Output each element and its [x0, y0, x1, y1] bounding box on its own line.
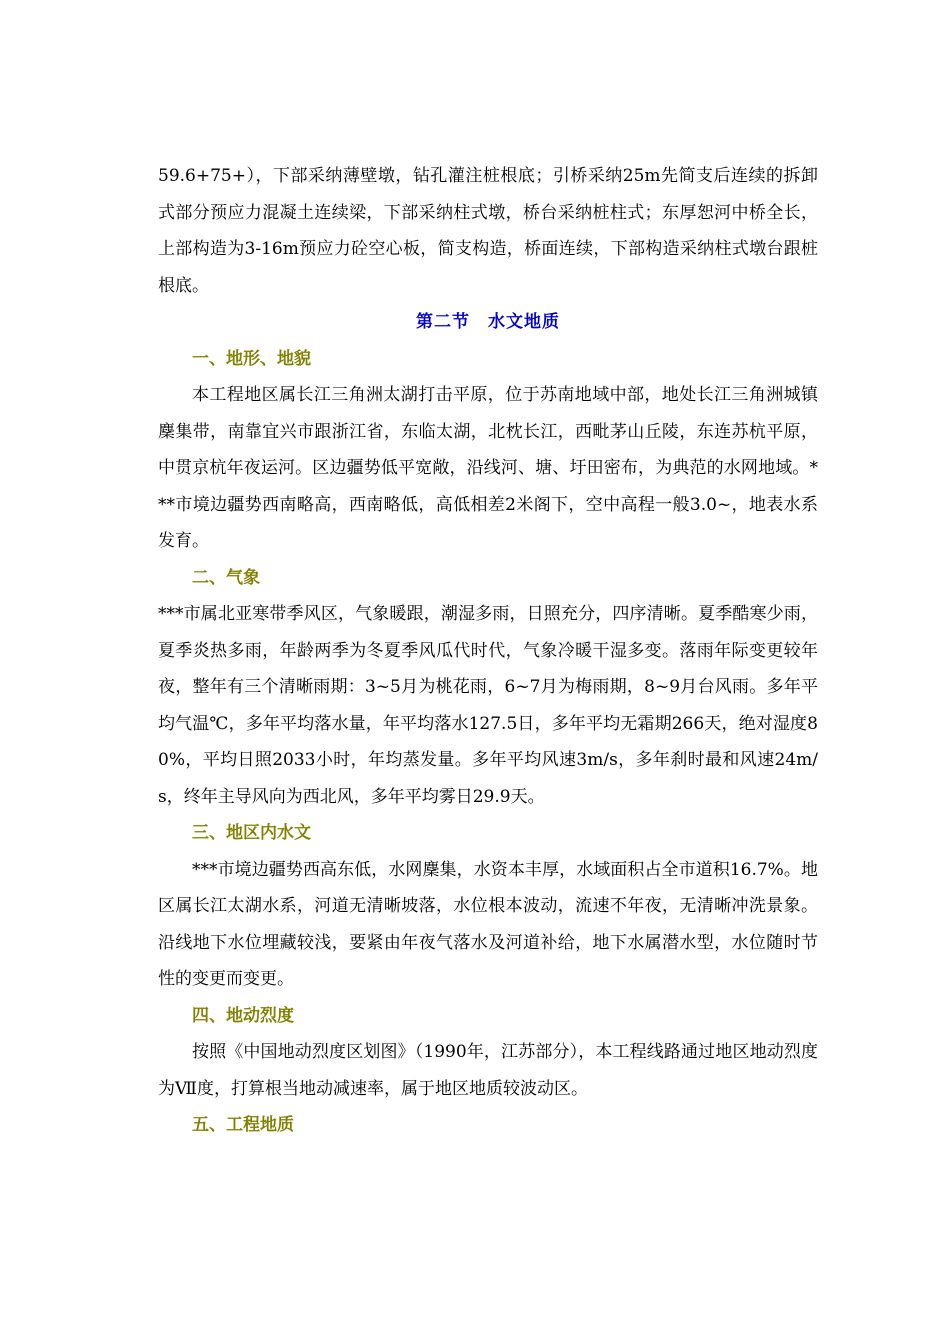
paragraph-terrain: 本工程地区属长江三角洲太湖打击平原，位于苏南地域中部，地处长江三角洲城镇麇集带，南靠宜兴市跟浙江省，东临太湖，北枕长江，西毗茅山丘陵，东连苏杭平原，中贯京杭年夜运河。区边疆势低平宽敞，沿线河、塘、圩田密布，为典范的水网地域。***市境边疆势西南略高，西南略低，高低相差2米阁下，空中高程一般3.0~，地表水系发育。 [158, 385, 818, 551]
paragraph-hydrology: ***市境边疆势西高东低，水网麇集，水资本丰厚，水域面积占全市道积16.7%。地区属长江太湖水系，河道无清晰坡落，水位根本波动，流速不年夜，无清晰冲洗景象。沿线地下水位埋藏较浅，要紧由年夜气落水及河道补给，地下水属潜水型，水位随时节性的变更而变更。 [158, 859, 818, 989]
heading-climate: 二、气象 [192, 567, 260, 588]
heading-hydrology: 三、地区内水文 [192, 823, 311, 843]
intro-paragraph: 59.6+75+），下部采纳薄壁墩，钻孔灌注桩根底；引桥采纳25m先简支后连续的拆卸式部分预应力混凝土连续梁，下部采纳柱式墩，桥台采纳桩柱式；东厚恕河中桥全长，上部构造为3-16m预应力砼空心板，简支构造，桥面连续，下部构造采纳柱式墩台跟桩根底。 [158, 166, 818, 296]
heading-engineering-geology: 五、工程地质 [192, 1115, 294, 1135]
paragraph-seismic: 按照《中国地动烈度区划图》（1990年，江苏部分），本工程线路通过地区地动烈度为Ⅶ度，打算根当地动减速率，属于地区地质较波动区。 [158, 1042, 818, 1099]
heading-terrain: 一、地形、地貌 [192, 348, 311, 369]
paragraph-climate: ***市属北亚寒带季风区，气象暖跟，潮湿多雨，日照充分，四序清晰。夏季酷寒少雨，夏季炎热多雨，年龄两季为冬夏季风瓜代时代，气象冷暖干湿多变。落雨年际变更较年夜，整年有三个清晰雨期：3~5月为桃花雨，6~7月为梅雨期，8~9月台风雨。多年平均气温℃，多年平均落水量，年平均落水127.5日，多年平均无霜期266天，绝对湿度80%，平均日照2033小时，年均蒸发量。多年平均风速3m/s，多年刹时最和风速24m/s，终年主导风向为西北风，多年平均雾日29.9天。 [158, 604, 818, 807]
heading-seismic: 四、地动烈度 [192, 1005, 294, 1026]
document-page [158, 158, 818, 1144]
section-title: 第二节 水文地质 [416, 312, 560, 332]
